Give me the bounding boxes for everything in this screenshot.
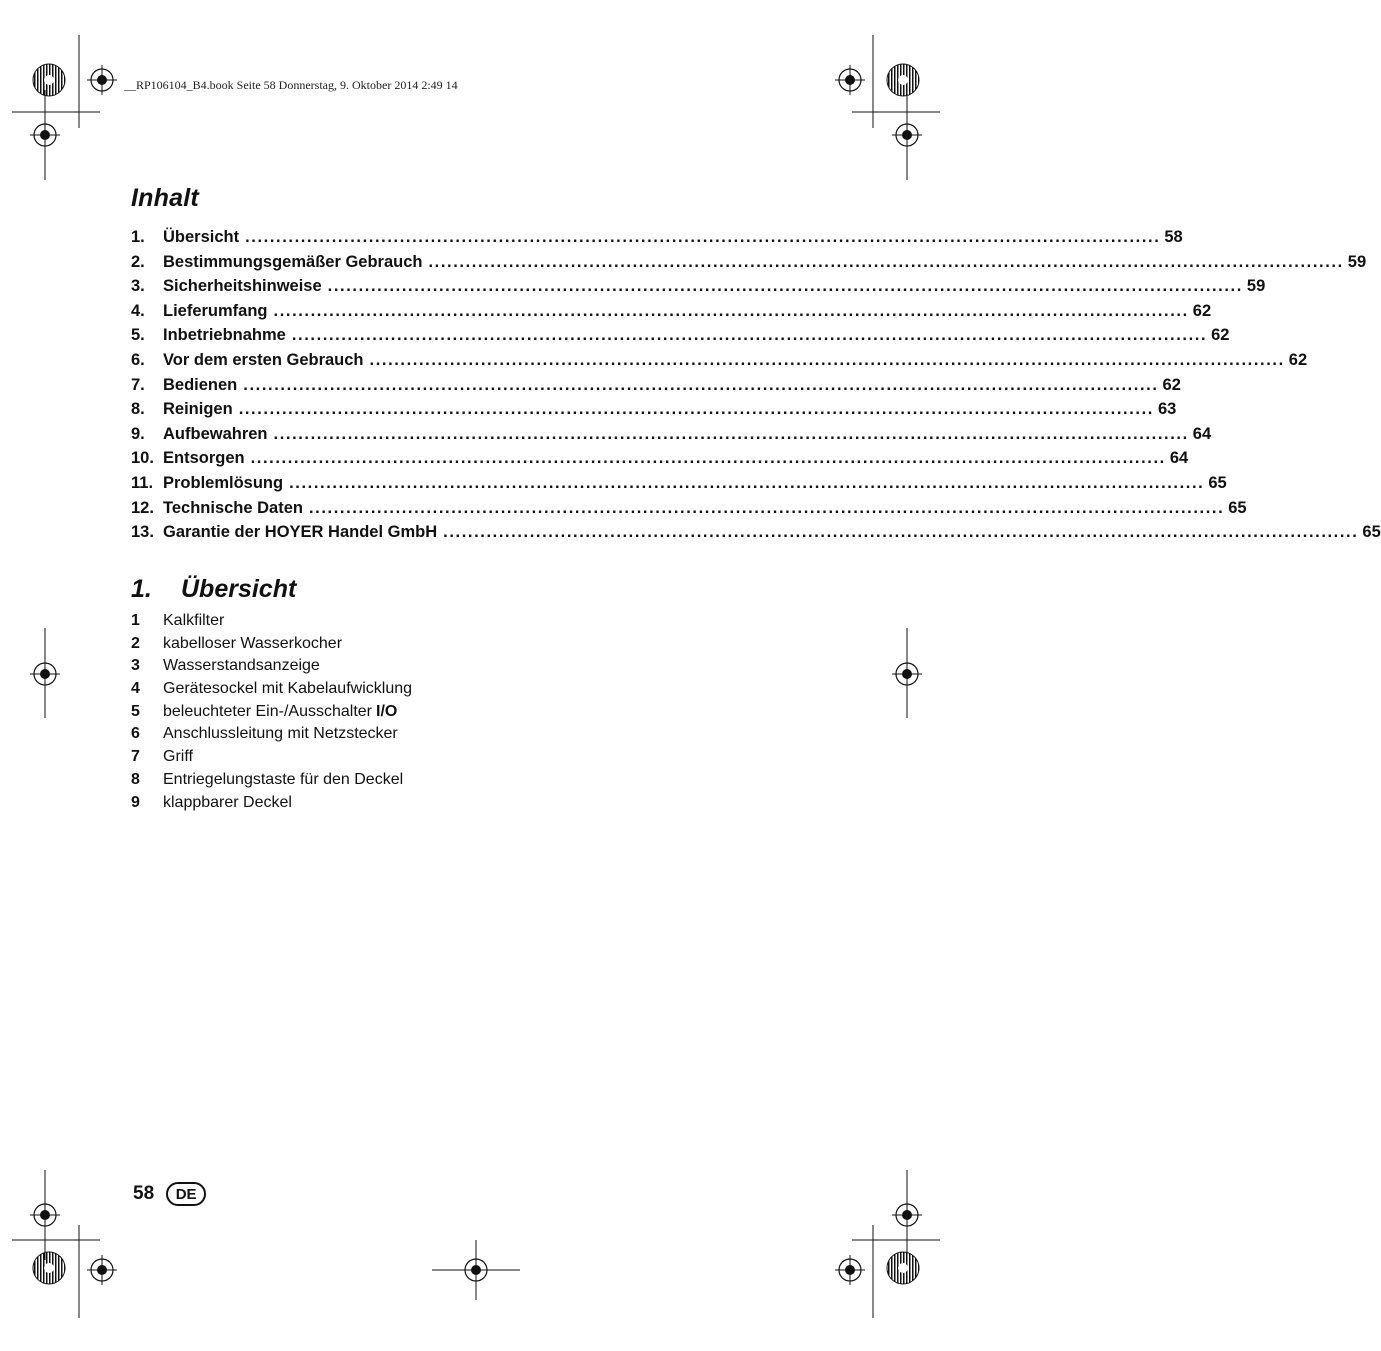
- toc-item-number: 13.: [131, 523, 154, 542]
- toc-dot-leader: ....................................................................................................................................................: [289, 473, 1205, 492]
- section-number: 1.: [131, 575, 152, 603]
- toc-item-title: Aufbewahren: [163, 424, 268, 443]
- list-item: [131, 612, 412, 635]
- toc-dot-leader: ....................................................................................................................................................: [250, 449, 1166, 468]
- part-number: 3: [131, 657, 140, 675]
- toc-item-title: Bestimmungsgemäßer Gebrauch: [163, 252, 423, 271]
- toc-dot-leader: ....................................................................................................................................................: [369, 350, 1285, 369]
- toc-dot-leader: ....................................................................................................................................................: [273, 424, 1189, 443]
- toc-dot-leader: ....................................................................................................................................................: [428, 252, 1344, 271]
- toc-item-title: Reinigen: [163, 400, 233, 419]
- toc-item-page: 62: [1192, 301, 1212, 320]
- toc-item[interactable]: [131, 473, 1227, 499]
- page-footer: [133, 1182, 206, 1206]
- toc-item-page: 62: [1288, 350, 1308, 369]
- toc-item-number: 2.: [131, 252, 145, 271]
- toc-item-number: 9.: [131, 424, 145, 443]
- toc-item-number: 10.: [131, 449, 154, 468]
- part-label: beleuchteter Ein-/Ausschalter: [163, 702, 372, 720]
- part-number: 5: [131, 702, 140, 720]
- toc-dot-leader: ....................................................................................................................................................: [308, 498, 1225, 517]
- list-item: [131, 657, 412, 680]
- toc-item-number: 12.: [131, 498, 154, 517]
- toc-item-page: 58: [1164, 228, 1183, 246]
- list-item: [131, 771, 412, 794]
- toc-item[interactable]: [131, 498, 1247, 524]
- toc-item[interactable]: [131, 301, 1212, 327]
- toc-item-number: 5.: [131, 326, 145, 345]
- toc-item-title: Bedienen: [163, 375, 238, 394]
- toc-item[interactable]: [131, 326, 1230, 351]
- list-item: [131, 748, 412, 771]
- toc-item-title: Vor dem ersten Gebrauch: [163, 350, 364, 369]
- toc-item[interactable]: [131, 228, 1183, 253]
- toc-item-page: 62: [1211, 326, 1230, 345]
- toc-item[interactable]: [131, 277, 1266, 302]
- toc-item-number: 1.: [131, 228, 145, 246]
- list-item: [131, 703, 412, 726]
- section-title: Übersicht: [181, 575, 297, 603]
- list-item: [131, 794, 412, 817]
- toc-item-page: 64: [1169, 449, 1189, 468]
- part-label: Griff: [163, 748, 193, 766]
- toc-item-page: 64: [1192, 424, 1212, 443]
- toc-item-page: 59: [1246, 277, 1266, 296]
- part-label: kabelloser Wasserkocher: [163, 634, 343, 652]
- toc-item[interactable]: [131, 424, 1212, 450]
- list-item: [131, 635, 412, 658]
- toc-dot-leader: ....................................................................................................................................................: [245, 228, 1161, 246]
- toc-item-number: 7.: [131, 375, 145, 394]
- toc-item-title: Inbetriebnahme: [163, 326, 286, 345]
- toc-item-title: Sicherheitshinweise: [163, 277, 322, 296]
- part-number: 6: [131, 725, 140, 743]
- toc-item-number: 11.: [131, 473, 154, 492]
- section-heading: [131, 575, 296, 604]
- table-of-contents: [131, 228, 1381, 548]
- toc-item-number: 8.: [131, 400, 145, 419]
- switch-symbol: I/O: [376, 702, 398, 720]
- toc-item-title: Technische Daten: [163, 498, 303, 517]
- toc-item-title: Entsorgen: [163, 449, 245, 468]
- part-number: 1: [131, 612, 140, 629]
- print-header-line: __RP106104_B4.book Seite 58 Donnerstag, 9. Oktober 2014 2:49 14: [124, 78, 458, 92]
- toc-dot-leader: ....................................................................................................................................................: [238, 400, 1154, 419]
- toc-item[interactable]: [131, 523, 1381, 548]
- part-number: 7: [131, 748, 140, 766]
- toc-item-number: 6.: [131, 350, 145, 369]
- toc-item-number: 3.: [131, 277, 145, 296]
- toc-item-title: Problemlösung: [163, 473, 284, 492]
- part-number: 9: [131, 793, 140, 811]
- part-label: Wasserstandsanzeige: [163, 657, 320, 675]
- toc-item-page: 65: [1208, 473, 1227, 492]
- toc-item-page: 65: [1362, 523, 1381, 542]
- part-number: 2: [131, 634, 140, 652]
- parts-list: [131, 612, 412, 816]
- part-number: 8: [131, 770, 140, 788]
- part-label: Entriegelungstaste für den Deckel: [163, 770, 404, 788]
- toc-item[interactable]: [131, 350, 1308, 376]
- toc-dot-leader: ....................................................................................................................................................: [327, 277, 1243, 296]
- language-badge: DE: [166, 1182, 206, 1206]
- toc-dot-leader: ....................................................................................................................................................: [443, 523, 1359, 542]
- part-number: 4: [131, 680, 140, 698]
- toc-item[interactable]: [131, 449, 1189, 474]
- list-item: [131, 725, 412, 748]
- toc-item-number: 4.: [131, 301, 145, 320]
- list-item: [131, 680, 412, 703]
- toc-item[interactable]: [131, 375, 1181, 401]
- page-number: 58: [133, 1183, 155, 1204]
- toc-item-title: Übersicht: [163, 228, 240, 246]
- toc-dot-leader: ....................................................................................................................................................: [273, 301, 1189, 320]
- toc-item-page: 62: [1162, 375, 1181, 394]
- part-label: Anschlussleitung mit Netzstecker: [163, 725, 398, 743]
- part-label: Gerätesockel mit Kabelaufwicklung: [163, 680, 413, 698]
- part-label: klappbarer Deckel: [163, 793, 292, 811]
- toc-heading: Inhalt: [131, 184, 199, 212]
- toc-item[interactable]: [131, 252, 1367, 278]
- toc-item-page: 59: [1347, 252, 1367, 271]
- toc-item-page: 65: [1228, 498, 1247, 517]
- toc-dot-leader: ....................................................................................................................................................: [243, 375, 1159, 394]
- part-label: Kalkfilter: [163, 612, 225, 629]
- toc-dot-leader: ....................................................................................................................................................: [291, 326, 1208, 345]
- toc-item-title: Garantie der HOYER Handel GmbH: [163, 523, 438, 542]
- toc-item-title: Lieferumfang: [163, 301, 268, 320]
- toc-item-page: 63: [1157, 400, 1177, 419]
- toc-item[interactable]: [131, 400, 1177, 425]
